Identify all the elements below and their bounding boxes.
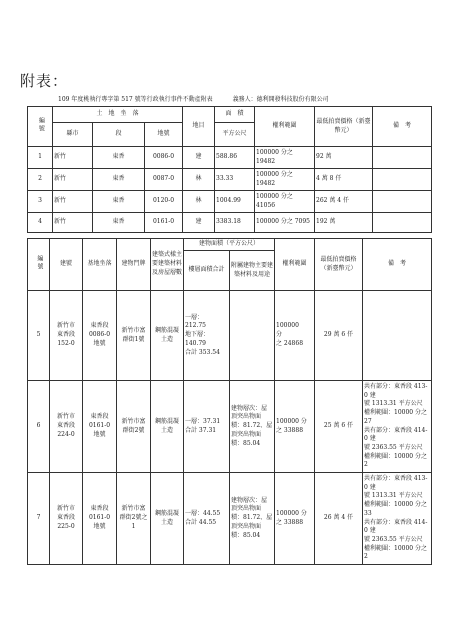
appendix-heading: 附表：	[20, 72, 69, 90]
bld-aux: 建物層次：屋 頂突出物面 積：81.72、屋 頂突出物面 積：85.04	[230, 381, 275, 473]
table-row	[28, 473, 432, 565]
bld-header-bno: 建號	[50, 239, 83, 291]
land-lot: 0087-0	[145, 169, 183, 191]
bld-header-floors: 樓層面積合計	[184, 251, 230, 291]
land-category: 建	[183, 147, 215, 169]
bld-header-area-title: 建物面積（平方公尺）	[184, 239, 275, 251]
land-header-city: 縣市	[53, 123, 93, 147]
land-share: 100000 分之 19482	[255, 147, 315, 169]
land-area: 1004.99	[215, 191, 255, 213]
bld-header-min-price: 最低拍賣價格（新臺幣元）	[315, 239, 363, 291]
land-area: 3383.18	[215, 213, 255, 233]
land-share: 100000 分之 41056	[255, 191, 315, 213]
land-header-section: 段	[93, 123, 145, 147]
land-table	[27, 106, 432, 233]
land-area: 33.33	[215, 169, 255, 191]
land-city: 新竹	[53, 147, 93, 169]
land-share: 100000 分之 7095	[255, 213, 315, 233]
bld-floors: 一層：37.31 合計 37.31	[184, 381, 230, 473]
bld-floors: 一層：44.55 合計 44.55	[184, 473, 230, 565]
land-header-category: 地目	[183, 107, 215, 147]
bld-share: 100000 分 之 33888	[275, 473, 315, 565]
land-city: 新竹	[53, 169, 93, 191]
land-lot: 0120-0	[145, 191, 183, 213]
land-no: 1	[28, 147, 53, 169]
bld-note: 共有部分：東香段 413-0 建 號 1313.31 平方公尺 權利範圍：10000 分之 33 共有部分：東香段 414-0 建 號 2363.55 平方公尺 權利範圍：10000 分之 2	[363, 473, 432, 565]
land-note	[373, 191, 432, 213]
land-header-min-price: 最低拍賣價格（新臺幣元）	[315, 107, 373, 147]
owner-label: 義務人：	[232, 96, 257, 103]
land-share: 100000 分之 19482	[255, 169, 315, 191]
bld-price: 26 萬 4 仟	[315, 473, 363, 565]
table-row	[28, 291, 432, 381]
bld-header-no: 編號	[28, 239, 50, 291]
table-row	[28, 147, 432, 169]
land-header-no: 編號	[28, 107, 53, 147]
bld-share: 100000 分 之 33888	[275, 381, 315, 473]
land-no: 2	[28, 169, 53, 191]
bld-floors: 一層： 212.75 地下層： 140.79 合計 353.54	[184, 291, 230, 381]
bld-bno: 新竹市 東香段 224-0	[50, 381, 83, 473]
land-section: 東香	[93, 191, 145, 213]
land-header-location: 土 地 坐 落	[53, 107, 183, 123]
bld-no: 7	[28, 473, 50, 565]
table-row	[28, 191, 432, 213]
bld-structure: 鋼筋混凝 土造	[151, 473, 184, 565]
table-row	[28, 169, 432, 191]
land-price: 4 萬 8 仟	[315, 169, 373, 191]
bld-header-aux: 附屬建物主要建築材料及用途	[230, 251, 275, 291]
document-header	[58, 94, 329, 103]
land-price: 192 萬	[315, 213, 373, 233]
bld-price: 25 萬 6 仟	[315, 381, 363, 473]
land-note	[373, 213, 432, 233]
bld-address: 新竹市富 群街2號	[117, 381, 151, 473]
land-category: 林	[183, 191, 215, 213]
land-category: 林	[183, 169, 215, 191]
bld-base: 東香段 0161-0 地號	[83, 473, 117, 565]
land-note	[373, 169, 432, 191]
land-area: 588.86	[215, 147, 255, 169]
land-note	[373, 147, 432, 169]
bld-base: 東香段 0161-0 地號	[83, 381, 117, 473]
bld-header-structure: 建築式樣主要建築材料及房屋層數	[151, 239, 184, 291]
bld-price: 29 萬 6 仟	[315, 291, 363, 381]
bld-no: 6	[28, 381, 50, 473]
land-header-area: 面 積	[215, 107, 255, 123]
table-row	[28, 213, 432, 233]
land-header-share: 權利範圍	[255, 107, 315, 147]
land-price: 262 萬 4 仟	[315, 191, 373, 213]
bld-header-address: 建物門牌	[117, 239, 151, 291]
bld-header-base: 基地坐落	[83, 239, 117, 291]
land-section: 東香	[93, 213, 145, 233]
bld-base: 東香段 0086-0 地號	[83, 291, 117, 381]
land-city: 新竹	[53, 213, 93, 233]
land-header-note: 備 考	[373, 107, 432, 147]
building-table	[27, 238, 432, 565]
bld-header-note: 備 考	[363, 239, 432, 291]
bld-bno: 新竹市 東香段 152-0	[50, 291, 83, 381]
land-no: 4	[28, 213, 53, 233]
bld-aux: 建物層次：屋 頂突出物面 積：81.72、屋 頂突出物面 積：85.04	[230, 473, 275, 565]
land-section: 東香	[93, 147, 145, 169]
land-section: 東香	[93, 169, 145, 191]
bld-bno: 新竹市 東香段 225-0	[50, 473, 83, 565]
document-title: 109 年度桃執行專字第 517 號等行政執行事件不動產附表	[58, 96, 213, 103]
land-category: 建	[183, 213, 215, 233]
land-city: 新竹	[53, 191, 93, 213]
bld-structure: 鋼筋混凝 土造	[151, 291, 184, 381]
land-header-area-unit: 平方公尺	[215, 123, 255, 147]
owner-name: 德利開發科技股份有限公司	[256, 96, 329, 103]
bld-no: 5	[28, 291, 50, 381]
bld-share: 100000 分 之 24868	[275, 291, 315, 381]
land-no: 3	[28, 191, 53, 213]
bld-structure: 鋼筋混凝 土造	[151, 381, 184, 473]
land-lot: 0086-0	[145, 147, 183, 169]
bld-address: 新竹市富 群街2號之 1	[117, 473, 151, 565]
table-row	[28, 381, 432, 473]
land-price: 92 萬	[315, 147, 373, 169]
bld-address: 新竹市富 群街1號	[117, 291, 151, 381]
bld-note: 共有部分：東香段 413-0 建 號 1313.31 平方公尺 權利範圍：10000 分之 27 共有部分：東香段 414-0 建 號 2363.55 平方公尺 權利範圍：10000 分之 2	[363, 381, 432, 473]
land-header-lot: 地號	[145, 123, 183, 147]
bld-aux	[230, 291, 275, 381]
bld-note	[363, 291, 432, 381]
bld-header-share: 權利範圍	[275, 239, 315, 291]
land-lot: 0161-0	[145, 213, 183, 233]
